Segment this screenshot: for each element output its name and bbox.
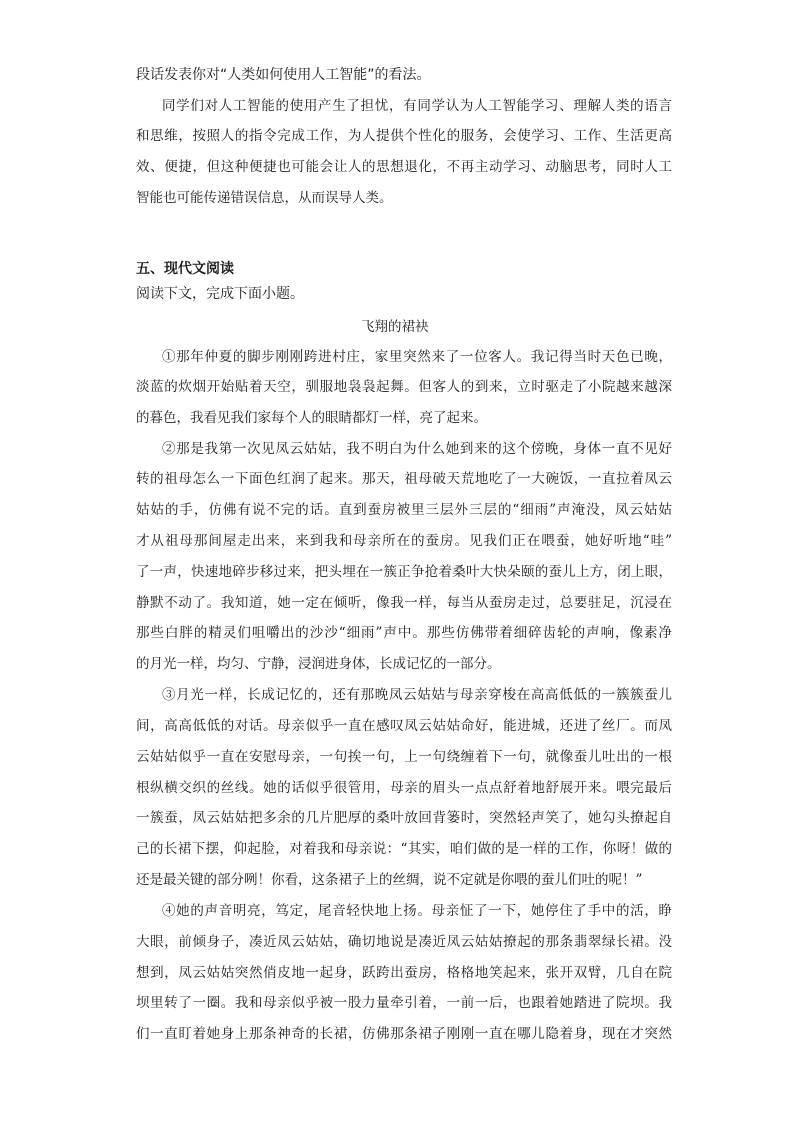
article-line: 静默不动了。我知道，她一定在倾听，像我一样，每当从蚕房走过，总要驻足，沉浸在	[136, 595, 672, 611]
article-line: 根纵横交织的丝线。她的话似乎很管用，母亲的眉头一点点舒着地舒展开来。喂完最后	[136, 780, 672, 796]
article-line: 云姑姑似乎一直在安慰母亲，一句挨一句，上一句绕缠着下一句，就像蚕儿吐出的一根	[136, 749, 672, 765]
article-line: 转的祖母怎么一下面色红润了起来。那天，祖母破天荒地吃了一大碗饭，一直拉着凤云	[136, 471, 672, 487]
article-line: 姑姑的手，仿佛有说不完的话。直到蚕房被里三层外三层的“细雨”声淹没，凤云姑姑	[136, 502, 672, 518]
article-line: 间，高高低低的对话。母亲似乎一直在感叹凤云姑姑命好，能进城，还进了丝厂。而凤	[136, 718, 672, 734]
article-line: ④她的声音明亮，笃定，尾音轻快地上扬。母亲怔了一下，她停住了手中的活，睁	[162, 903, 672, 919]
article-line: ②那是我第一次见凤云姑姑，我不明白为什么她到来的这个傍晚，身体一直不见好	[162, 441, 672, 457]
article-line: 一簇蚕，凤云姑姑把多余的几片肥厚的桑叶放回背篓时，突然轻声笑了，她勾头撩起自	[136, 810, 672, 826]
article-line: 想到，凤云姑姑突然俏皮地一起身，跃跨出蚕房，格格地笑起来，张开双臂，几自在院	[136, 965, 672, 981]
material-line: 智能也可能传递错误信息，从而误导人类。	[136, 190, 393, 206]
article-line: ③月光一样，长成记忆的，还有那晚凤云姑姑与母亲穿梭在高高低低的一簇簇蚕儿	[162, 687, 672, 703]
article-line: 了一声，快速地碎步移过来，把头埋在一簇正争抢着桑叶大快朵颐的蚕儿上方，闭上眼，	[136, 564, 672, 580]
article-line: 大眼，前倾身子，凑近凤云姑姑，确切地说是凑近凤云姑姑撩起的那条翡翠绿长裙。没	[136, 934, 672, 950]
article-line: 淡蓝的炊烟开始贴着天空，驯服地袅袅起舞。但客人的到来，立时驱走了小院越来越深	[136, 379, 672, 395]
article-line: 那些白胖的精灵们咀嚼出的沙沙“细雨”声中。那些仿佛带着细碎齿轮的声响，像素净	[136, 625, 672, 641]
section-instruction: 阅读下文，完成下面小题。	[136, 286, 304, 302]
material-line: 效、便捷，但这种便捷也可能会让人的思想退化，不再主动学习、动脑思考，同时人工	[136, 159, 672, 175]
article-title: 飞翔的裙袂	[361, 319, 429, 335]
article-line: 坝里转了一圈。我和母亲似乎被一股力量牵引着，一前一后，也跟着她踏进了院坝。我	[136, 995, 672, 1011]
intro-prompt-line: 段话发表你对“人类如何使用人工智能”的看法。	[136, 67, 431, 83]
section-heading: 五、现代文阅读	[136, 261, 234, 277]
material-line: 和思维，按照人的指令完成工作，为人提供个性化的服务，会使学习、工作、生活更高	[136, 128, 672, 144]
article-line: ①那年仲夏的脚步刚刚跨进村庄，家里突然来了一位客人。我记得当时天色已晚，	[162, 349, 672, 365]
article-line: 的暮色，我看见我们家每个人的眼睛都灯一样，亮了起来。	[136, 410, 487, 426]
article-line: 还是最关键的部分咧！你看，这条裙子上的丝绸，说不定就是你喂的蚕儿们吐的呢！”	[136, 872, 643, 888]
material-line: 同学们对人工智能的使用产生了担忧，有同学认为人工智能学习、理解人类的语言	[162, 98, 672, 114]
article-line: 己的长裙下摆，仰起脸，对着我和母亲说：“其实，咱们做的是一样的工作，你呀！做的	[136, 841, 672, 857]
article-line: 才从祖母那间屋走出来，来到我和母亲所在的蚕房。见我们正在喂蚕，她好听地“哇”	[136, 533, 672, 549]
article-line: 的月光一样，均匀、宁静，浸润进身体，长成记忆的一部分。	[136, 656, 501, 672]
article-line: 们一直盯着她身上那条神奇的长裙，仿佛那条裙子刚刚一直在哪儿隐着身，现在才突然	[136, 1026, 672, 1042]
